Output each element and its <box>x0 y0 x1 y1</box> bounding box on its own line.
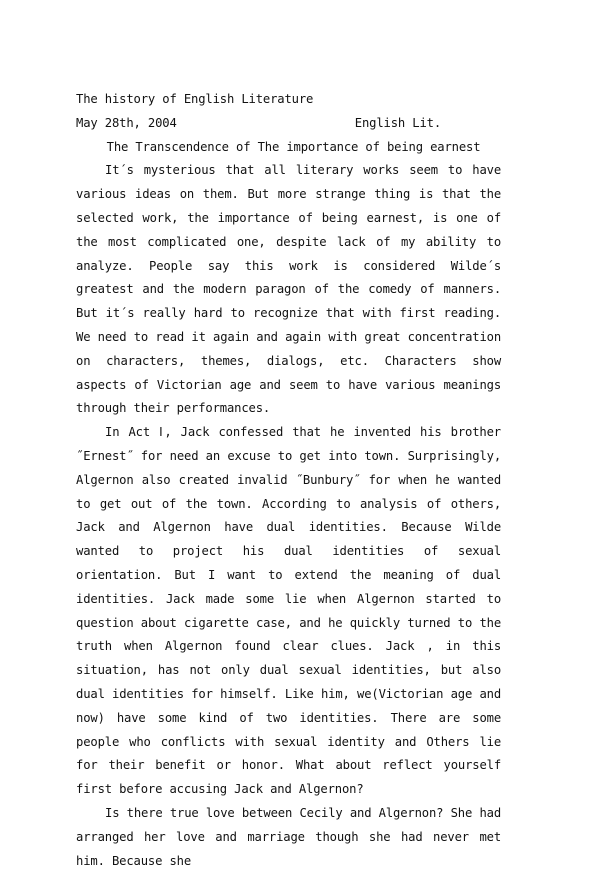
course-title: The history of English Literature <box>76 92 314 106</box>
essay-paragraph-3: Is there true love between Cecily and Algernon? She had arranged her love and marriage though she had never met him. Because she <box>76 805 501 868</box>
essay-paragraph-2: In Act Ⅰ, Jack confessed that he invented his brother ˝Ernest˝ for need an excuse to get into town. Surprisingly, Algernon also created invalid ˝Bunbury˝ for when he wanted to get out of the town. According to analysis of others, Jack and Algernon have dual identities. Because Wilde wanted to project his dual identities of sexual orientation. But I want to extend the meaning of dual identities. Jack made some lie when Algernon started to question about cigarette case, and he quickly turned to the truth when Algernon found clear clues. Jack , in this situation, has not only dual sexual identities, but also dual identities for himself. Like him, we(Victorian age and now) have some kind of two identities. There are some people who conflicts with sexual identity and Others lie for their benefit or honor. What about reflect yourself first before accusing Jack and Algernon? <box>76 425 501 797</box>
date-subject-row <box>76 112 501 136</box>
essay-title: The Transcendence of The importance of being earnest <box>106 139 481 154</box>
document-body <box>76 88 501 873</box>
essay-paragraph-1: It´s mysterious that all literary works seem to have various ideas on them. But more strange thing is that the selected work, the importance of being earnest, is one of the most complicated one, despite lack of my ability to analyze. People say this work is considered Wilde´s greatest and the modern paragon of the comedy of manners. But it´s really hard to recognize that with first reading. We need to read it again and again with great concentration on characters, themes, dialogs, etc. Characters show aspects of Victorian age and seem to have various meanings through their performances. <box>76 163 501 416</box>
essay-date: May 28th, 2004 <box>76 115 177 130</box>
subject-label: English Lit. <box>354 115 441 130</box>
